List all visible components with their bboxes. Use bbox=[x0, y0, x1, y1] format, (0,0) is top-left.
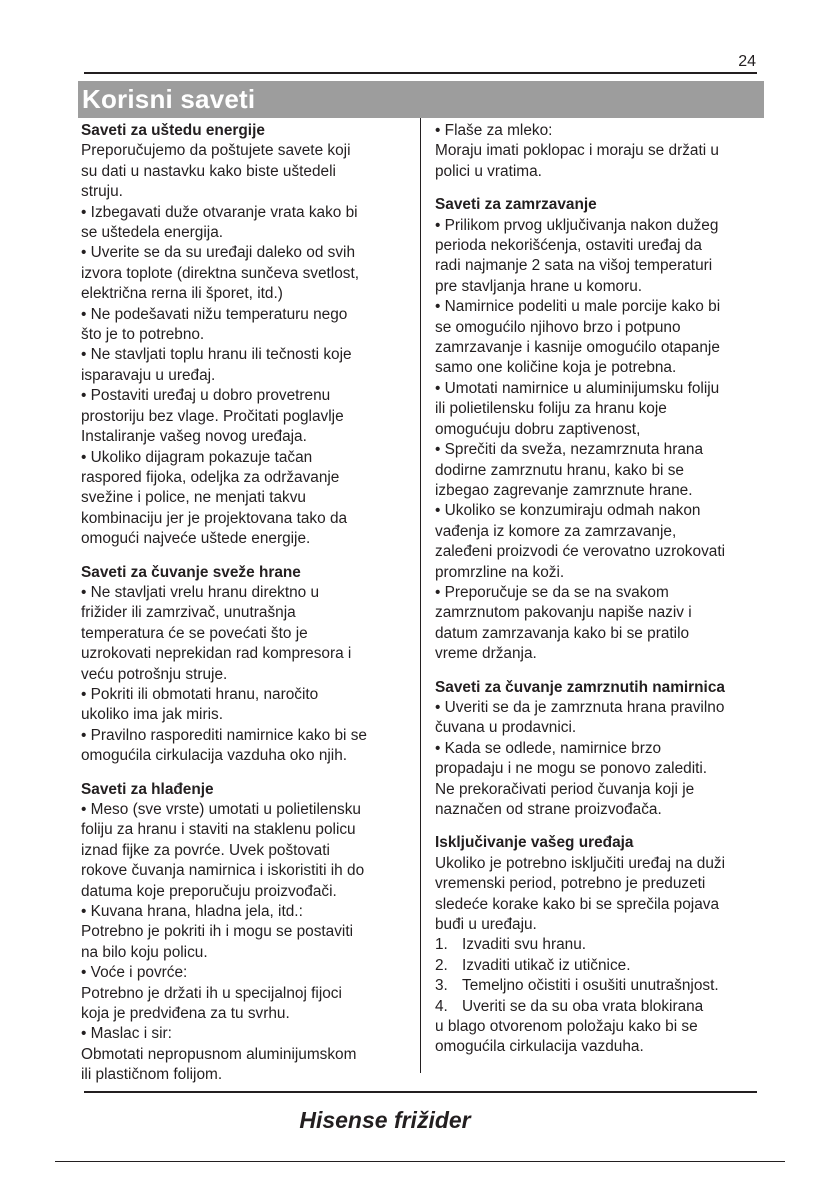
step-text: Izvaditi svu hranu. bbox=[462, 936, 587, 954]
section-heading: Isključivanje vašeg uređaja bbox=[435, 834, 634, 852]
frozen-food-section bbox=[435, 678, 773, 821]
switch-off-tail-lines bbox=[435, 1017, 773, 1058]
text-line: • Ukoliko se konzumiraju odmah nakon bbox=[435, 502, 701, 520]
text-line: • Namirnice podeliti u male porcije kako bi bbox=[435, 298, 721, 316]
page-number: 24 bbox=[738, 53, 756, 70]
text-line: Ukoliko je potrebno isključiti uređaj na duži bbox=[435, 854, 726, 872]
step-number: 4. bbox=[435, 997, 448, 1015]
energy-lines bbox=[81, 141, 417, 549]
text-line: • Umotati namirnice u aluminijumsku foliju bbox=[435, 379, 720, 397]
text-line: • Voće i povrće: bbox=[81, 964, 188, 982]
text-line: Ne prekoračivati period čuvanja koji je bbox=[435, 780, 695, 798]
text-line: izvora toplote (direktna sunčeva svetlost, bbox=[81, 264, 360, 282]
text-line: električna rerna ili šporet, itd.) bbox=[81, 285, 283, 303]
text-line: datuma koje preporučuju proizvođači. bbox=[81, 882, 337, 900]
fresh-food-section bbox=[81, 563, 417, 767]
section-heading: Saveti za čuvanje sveže hrane bbox=[81, 563, 301, 581]
text-line: • Uverite se da su uređaji daleko od svih bbox=[81, 244, 356, 262]
section-heading: Saveti za čuvanje zamrznutih namirnica bbox=[435, 678, 725, 696]
text-line: • Ne stavljati vrelu hranu direktno u bbox=[81, 583, 320, 601]
text-line: ili polietilensku foliju za hranu koje bbox=[435, 400, 667, 418]
numbered-step bbox=[435, 976, 773, 996]
cooling-lines bbox=[81, 800, 417, 1086]
footer-rule bbox=[55, 1161, 785, 1162]
step-number: 2. bbox=[435, 956, 448, 974]
text-line: omogućila cirkulacija vazduha. bbox=[435, 1038, 644, 1056]
text-line: • Meso (sve vrste) umotati u polietilensku bbox=[81, 801, 361, 818]
text-line: izbegao zagrevanje zamrznute hrane. bbox=[435, 481, 693, 499]
text-line: • Kuvana hrana, hladna jela, itd.: bbox=[81, 903, 303, 921]
text-line: čuvana u prodavnici. bbox=[435, 719, 577, 737]
numbered-step bbox=[435, 935, 773, 955]
text-line: perioda nekorišćenja, ostaviti uređaj da bbox=[435, 237, 702, 255]
text-line: sledeće korake kako bi se sprečila pojava bbox=[435, 895, 720, 913]
text-line: samo one količine koja je potrebna. bbox=[435, 359, 677, 377]
text-line: vreme držanja. bbox=[435, 645, 537, 663]
step-text: Uveriti se da su oba vrata blokirana bbox=[462, 997, 704, 1015]
text-line: dodirne zamrznutu hranu, kako bi se bbox=[435, 461, 684, 479]
text-line: temperatura će se povećati što je bbox=[81, 624, 308, 642]
cooling-section bbox=[81, 780, 417, 1086]
text-line: zamrznutom pakovanju napiše naziv i bbox=[435, 604, 692, 622]
text-line: Potrebno je držati ih u specijalnoj fijoci bbox=[81, 984, 342, 1002]
text-line: zaleđeni proizvodi će verovatno uzrokovati bbox=[435, 543, 726, 561]
column-divider bbox=[420, 118, 421, 1073]
text-line: kombinaciju jer je projektovana tako da bbox=[81, 509, 348, 527]
frozen-food-lines bbox=[435, 698, 773, 820]
text-line: • Pokriti ili obmotati hranu, naročito bbox=[81, 685, 319, 703]
freezing-section bbox=[435, 195, 773, 664]
text-line: • Izbegavati duže otvaranje vrata kako bi bbox=[81, 203, 358, 221]
switch-off-lines bbox=[435, 854, 773, 936]
text-line: datum zamrzavanja kako bi se pratilo bbox=[435, 624, 690, 642]
text-line: pre stavljanja hrane u komoru. bbox=[435, 277, 643, 295]
section-heading: Saveti za hlađenje bbox=[81, 780, 214, 798]
text-line: Instaliranje vašeg novog uređaja. bbox=[81, 428, 307, 446]
title-band bbox=[78, 81, 764, 118]
text-line: raspored fijoka, odeljka za održavanje bbox=[81, 468, 340, 486]
text-line: • Ukoliko dijagram pokazuje tačan bbox=[81, 448, 313, 466]
text-line: omogući najveće uštede energije. bbox=[81, 530, 311, 548]
right-column bbox=[435, 121, 773, 1058]
text-line: veću potrošnju struje. bbox=[81, 665, 228, 683]
text-line: na bilo koju policu. bbox=[81, 943, 208, 961]
text-line: su dati u nastavku kako biste uštedeli bbox=[81, 162, 336, 180]
left-column bbox=[81, 121, 417, 1086]
text-line: • Prilikom prvog uključivanja nakon dužeg bbox=[435, 216, 719, 234]
section-heading: Saveti za uštedu energije bbox=[81, 122, 265, 139]
text-line: iznad fijke za povrće. Uvek poštovati bbox=[81, 841, 330, 859]
text-line: foliju za hranu i staviti na staklenu policu bbox=[81, 821, 356, 839]
bottom-rule bbox=[84, 1091, 757, 1093]
freezing-lines bbox=[435, 216, 773, 665]
footer-brand: Hisense frižider bbox=[299, 1107, 471, 1133]
text-line: buđi u uređaju. bbox=[435, 916, 537, 934]
text-line: Obmotati nepropusnom aluminijumskom bbox=[81, 1045, 357, 1063]
text-line: naznačen od strane proizvođača. bbox=[435, 801, 662, 818]
text-line: se uštedela energija. bbox=[81, 224, 224, 242]
text-line: • Sprečiti da sveža, nezamrznuta hrana bbox=[435, 441, 704, 459]
text-line: Potrebno je pokriti ih i mogu se postaviti bbox=[81, 923, 354, 941]
text-line: ili plastičnom folijom. bbox=[81, 1066, 223, 1084]
text-line: • Ne podešavati nižu temperaturu nego bbox=[81, 305, 348, 323]
text-line: • Kada se odlede, namirnice brzo bbox=[435, 739, 662, 757]
switch-off-section bbox=[435, 833, 773, 1057]
text-line: koja je predviđena za tu svrhu. bbox=[81, 1005, 290, 1023]
text-line: rokove čuvanja namirnica i iskoristiti ih do bbox=[81, 862, 365, 880]
text-line: • Maslac i sir: bbox=[81, 1025, 172, 1043]
step-text: Izvaditi utikač iz utičnice. bbox=[462, 956, 631, 974]
text-line: zamrzavanje i kasnije omogućilo otapanje bbox=[435, 339, 720, 357]
text-line: što je to potrebno. bbox=[81, 326, 205, 344]
step-number: 1. bbox=[435, 936, 448, 954]
step-text: Temeljno očistiti i osušiti unutrašnjost. bbox=[462, 977, 719, 995]
text-line: frižider ili zamrzivač, unutrašnja bbox=[81, 604, 296, 622]
text-line: se omogućilo njihovo brzo i potpuno bbox=[435, 318, 681, 336]
fresh-food-lines bbox=[81, 583, 417, 767]
text-line: omogućila cirkulacija vazduha oko njih. bbox=[81, 747, 348, 765]
text-line: isparavaju u uređaj. bbox=[81, 366, 216, 384]
text-line: struju. bbox=[81, 183, 123, 201]
text-line: svežine i police, ne menjati takvu bbox=[81, 489, 306, 507]
text-line: • Uveriti se da je zamrznuta hrana pravilno bbox=[435, 698, 725, 716]
text-line: Preporučujemo da poštujete savete koji bbox=[81, 142, 351, 160]
page-title: Korisni saveti bbox=[82, 84, 256, 114]
text-line: • Postaviti uređaj u dobro provetrenu bbox=[81, 387, 331, 405]
text-line: • Pravilno rasporediti namirnice kako bi se bbox=[81, 726, 367, 744]
text-line: vremenski period, potrebno je preduzeti bbox=[435, 875, 706, 893]
text-line: ukoliko ima jak miris. bbox=[81, 706, 223, 724]
text-line: promrzline na koži. bbox=[435, 563, 565, 581]
milk-lines bbox=[435, 121, 773, 182]
energy-section bbox=[81, 121, 417, 550]
text-line: radi najmanje 2 sata na višoj temperaturi bbox=[435, 257, 713, 275]
top-rule bbox=[84, 72, 757, 74]
text-line: • Flaše za mleko: bbox=[435, 122, 553, 139]
text-line: vađenja iz komore za zamrzavanje, bbox=[435, 522, 677, 540]
text-line: polici u vratima. bbox=[435, 162, 542, 180]
text-line: • Preporučuje se da se na svakom bbox=[435, 583, 669, 601]
numbered-step bbox=[435, 997, 773, 1017]
section-heading: Saveti za zamrzavanje bbox=[435, 196, 597, 214]
switch-off-steps bbox=[435, 935, 773, 1017]
text-line: prostoriju bez vlage. Pročitati poglavlje bbox=[81, 407, 344, 425]
text-line: Moraju imati poklopac i moraju se držati u bbox=[435, 142, 719, 160]
text-line: uzrokovati neprekidan rad kompresora i bbox=[81, 645, 352, 663]
text-line: u blago otvorenom položaju kako bi se bbox=[435, 1018, 698, 1036]
milk-section bbox=[435, 121, 773, 182]
text-line: • Ne stavljati toplu hranu ili tečnosti koje bbox=[81, 346, 352, 364]
text-line: propadaju i ne mogu se ponovo zalediti. bbox=[435, 760, 708, 778]
numbered-step bbox=[435, 956, 773, 976]
text-line: omogućuju dobru zaptivenost, bbox=[435, 420, 641, 438]
step-number: 3. bbox=[435, 977, 448, 995]
